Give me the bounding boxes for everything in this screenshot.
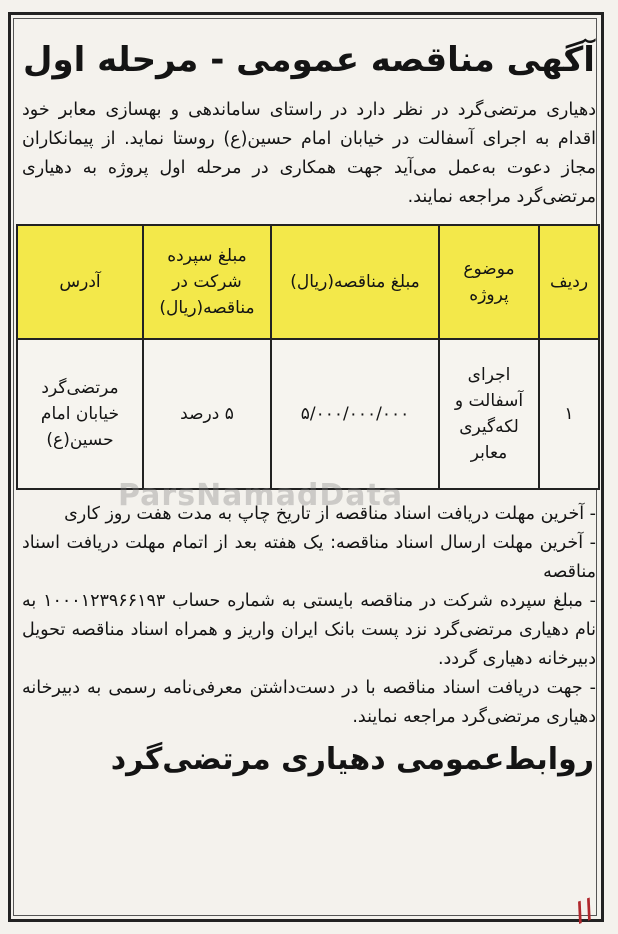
cell-subject: اجرای آسفالت و لکه‌گیری معابر: [439, 339, 539, 489]
header-row-no: ردیف: [539, 225, 599, 339]
header-address: آدرس: [17, 225, 143, 339]
cell-amount: ۵/۰۰۰/۰۰۰/۰۰۰: [271, 339, 439, 489]
table-header-row: [17, 225, 599, 339]
corner-mark-icon: //: [570, 893, 599, 929]
header-subject: موضوع پروژه: [439, 225, 539, 339]
watermark-text: ParsNamadData: [118, 478, 404, 513]
cell-address: مرتضی‌گرد خیابان امام حسین(ع): [17, 339, 143, 489]
ad-title: آگهی مناقصه عمومی - مرحله اول: [23, 40, 595, 80]
cell-row-no: ۱: [539, 339, 599, 489]
header-amount: مبلغ مناقصه(ریال): [271, 225, 439, 339]
header-deposit: مبلغ سپرده شرکت در مناقصه(ریال): [143, 225, 271, 339]
ad-intro: دهیاری مرتضی‌گرد در نظر دارد در راستای ساماندهی و بهسازی معابر خود اقدام به اجرای آسفالت در خیابان امام حسین(ع) روستا نماید. از پیمانکاران مجاز دعوت به‌عمل می‌آید جهت همکاری در مرحله اول پروژه به دهیاری مرتضی‌گرد مراجعه نمایند.: [22, 100, 596, 207]
note-item: - آخرین مهلت ارسال اسناد مناقصه: یک هفته بعد از اتمام مهلت دریافت اسناد مناقصه: [22, 533, 596, 582]
tender-table: [16, 224, 600, 490]
note-item: - جهت دریافت اسناد مناقصه با در دست‌داشتن معرفی‌نامه رسمی به دبیرخانه دهیاری مرتضی‌گرد مراجعه نمایند.: [22, 678, 596, 727]
signature-line: روابط‌عمومی دهیاری مرتضی‌گرد: [110, 742, 594, 777]
cell-deposit: ۵ درصد: [143, 339, 271, 489]
ad-content: [18, 30, 600, 780]
note-item: - آخرین مهلت دریافت اسناد مناقصه از تاریخ چاپ به مدت هفت روز کاری: [64, 504, 596, 524]
notes-list: [18, 500, 600, 732]
table-row: [17, 339, 599, 489]
note-item: - مبلغ سپرده شرکت در مناقصه بایستی به شماره حساب ۱۰۰۰۱۲۳۹۶۶۱۹۳ به نام دهیاری مرتضی‌گرد نزد پست بانک ایران واریز و همراه اسناد مناقصه تحویل دبیرخانه دهیاری گردد.: [22, 591, 596, 669]
